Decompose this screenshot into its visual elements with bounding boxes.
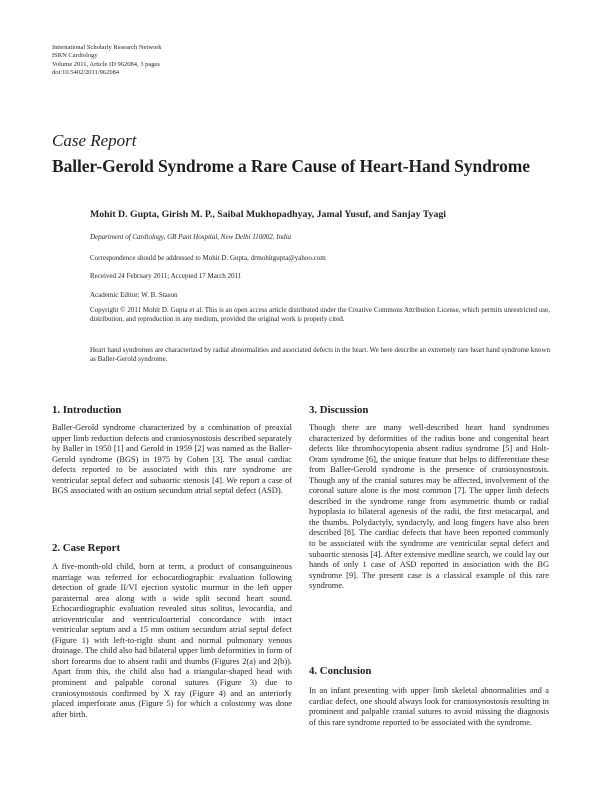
discussion-paragraph: Though there are many well-described heart hand syndromes characterized by deformities of the radius bone and congenital heart defects like thrombocytopenia absent radius syndrome [5] and Holt-Oram syndrome [6], the unique feature that helps to differentiate these from Baller-Gerold syndrome is the presence of craniosynostosis. Though any of the cranial sutures may be affected, involvement of the coronal suture alone is the most common [7]. The upper limb defects described in the syndrome range from asymmetric thumb or radial hypoplasia to bilateral agenesis of the radii, the first metacarpal, and the thumbs. Polydactyly, syndactyly, and long fingers have also been described [8]. The cardiac defects that have been reported commonly to be associated with the syndrome are ventricular septal defect and subaortic stenosis [4]. After extensive medline search, we could lay our hands of only 1 case of ASD reported in association with the BG syndrome [9]. The present case is a classical example of this rare syndrome. <box>309 423 549 591</box>
correspondence: Correspondence should be addressed to Mohit D. Gupta, drmohitgupta@yahoo.com <box>90 254 326 262</box>
journal-network: International Scholarly Research Network <box>52 44 162 51</box>
introduction-heading: 1. Introduction <box>52 404 122 416</box>
case-report-paragraph: A five-month-old child, born at term, a product of consanguineous marriage was referred for echocardiographic evaluation following detection of grade II/VI ejection systolic murmur in the left upper parasternal area along with a wide split second heart sound. Echocardiographic evaluation revealed situs solitus, levocardia, and atrioventricular and ventriculoarterial concordance with intact ventricular septum and a 15 mm ostium secundum atrial septal defect (Figure 1) with left-to-right shunt and normal pulmonary venous drainage. The child also had bilateral upper limb deformities in form of short forearms due to absent radii and thumbs (Figures 2(a) and 2(b)). Apart from this, the child also had a triangular-shaped head with prominent and palpable coronal sutures (Figure 3) due to craniosynostosis confirmed by X ray (Figure 4) and an anteriorly placed imperforate anus (Figure 5) for which a colostomy was done after birth. <box>52 562 292 719</box>
introduction-body <box>52 423 292 497</box>
case-report-heading: 2. Case Report <box>52 542 121 554</box>
copyright-notice: Copyright © 2011 Mohit D. Gupta et al. This is an open access article distributed under the Creative Commons Attribution License, which permits unrestricted use, distribution, and reproduction in any medium, provided the original work is properly cited. <box>90 306 550 324</box>
conclusion-section <box>309 665 371 677</box>
academic-editor: Academic Editor: W. B. Stason <box>90 291 178 299</box>
case-report-section <box>52 542 120 554</box>
received-accepted-dates: Received 24 February 2011; Accepted 17 March 2011 <box>90 272 242 280</box>
article-title: Baller-Gerold Syndrome a Rare Cause of Heart-Hand Syndrome <box>52 156 530 176</box>
conclusion-body <box>309 686 549 728</box>
journal-header <box>52 44 162 78</box>
journal-name: ISRN Cardiology <box>52 52 98 60</box>
conclusion-heading: 4. Conclusion <box>309 665 372 677</box>
introduction-section <box>52 404 121 416</box>
journal-doi: doi:10.5402/2011/962084 <box>52 69 120 77</box>
case-report-body <box>52 562 292 720</box>
discussion-heading: 3. Discussion <box>309 404 369 416</box>
conclusion-paragraph: In an infant presenting with upper limb skeletal abnormalities and a cardiac defect, one should always look for craniosynostosis resulting in prominent and palpable cranial sutures to avoid missing the diagnosis of this rare syndrome reported to be associated with the syndrome. <box>309 686 549 727</box>
discussion-body <box>309 423 549 592</box>
author-list: Mohit D. Gupta, Girish M. P., Saibal Mukhopadhyay, Jamal Yusuf, and Sanjay Tyagi <box>90 209 446 220</box>
discussion-section <box>309 404 368 416</box>
article-type: Case Report <box>52 131 137 150</box>
affiliation: Department of Cardiology, GB Pant Hospital, New Delhi 110002, India <box>90 233 292 241</box>
abstract: Heart hand syndromes are characterized by radial abnormalities and associated defects in the heart. We here describe an extremely rare heart hand syndrome known as Baller-Gerold syndrome. <box>90 346 550 364</box>
introduction-paragraph: Baller-Gerold syndrome characterized by a combination of preaxial upper limb reduction defects and craniosynostosis described separately by Baller in 1950 [1] and Gerold in 1959 [2] was named as the Baller-Gerold syndrome (BGS) in 1975 by Cohen [3]. The usual cardiac defects reported to be associated with this rare syndrome are ventricular septal defect and subaortic stenosis [4]. We report a case of BGS associated with an ostium secundum atrial septal defect (ASD). <box>52 423 292 496</box>
journal-volume: Volume 2011, Article ID 962084, 3 pages <box>52 60 160 68</box>
